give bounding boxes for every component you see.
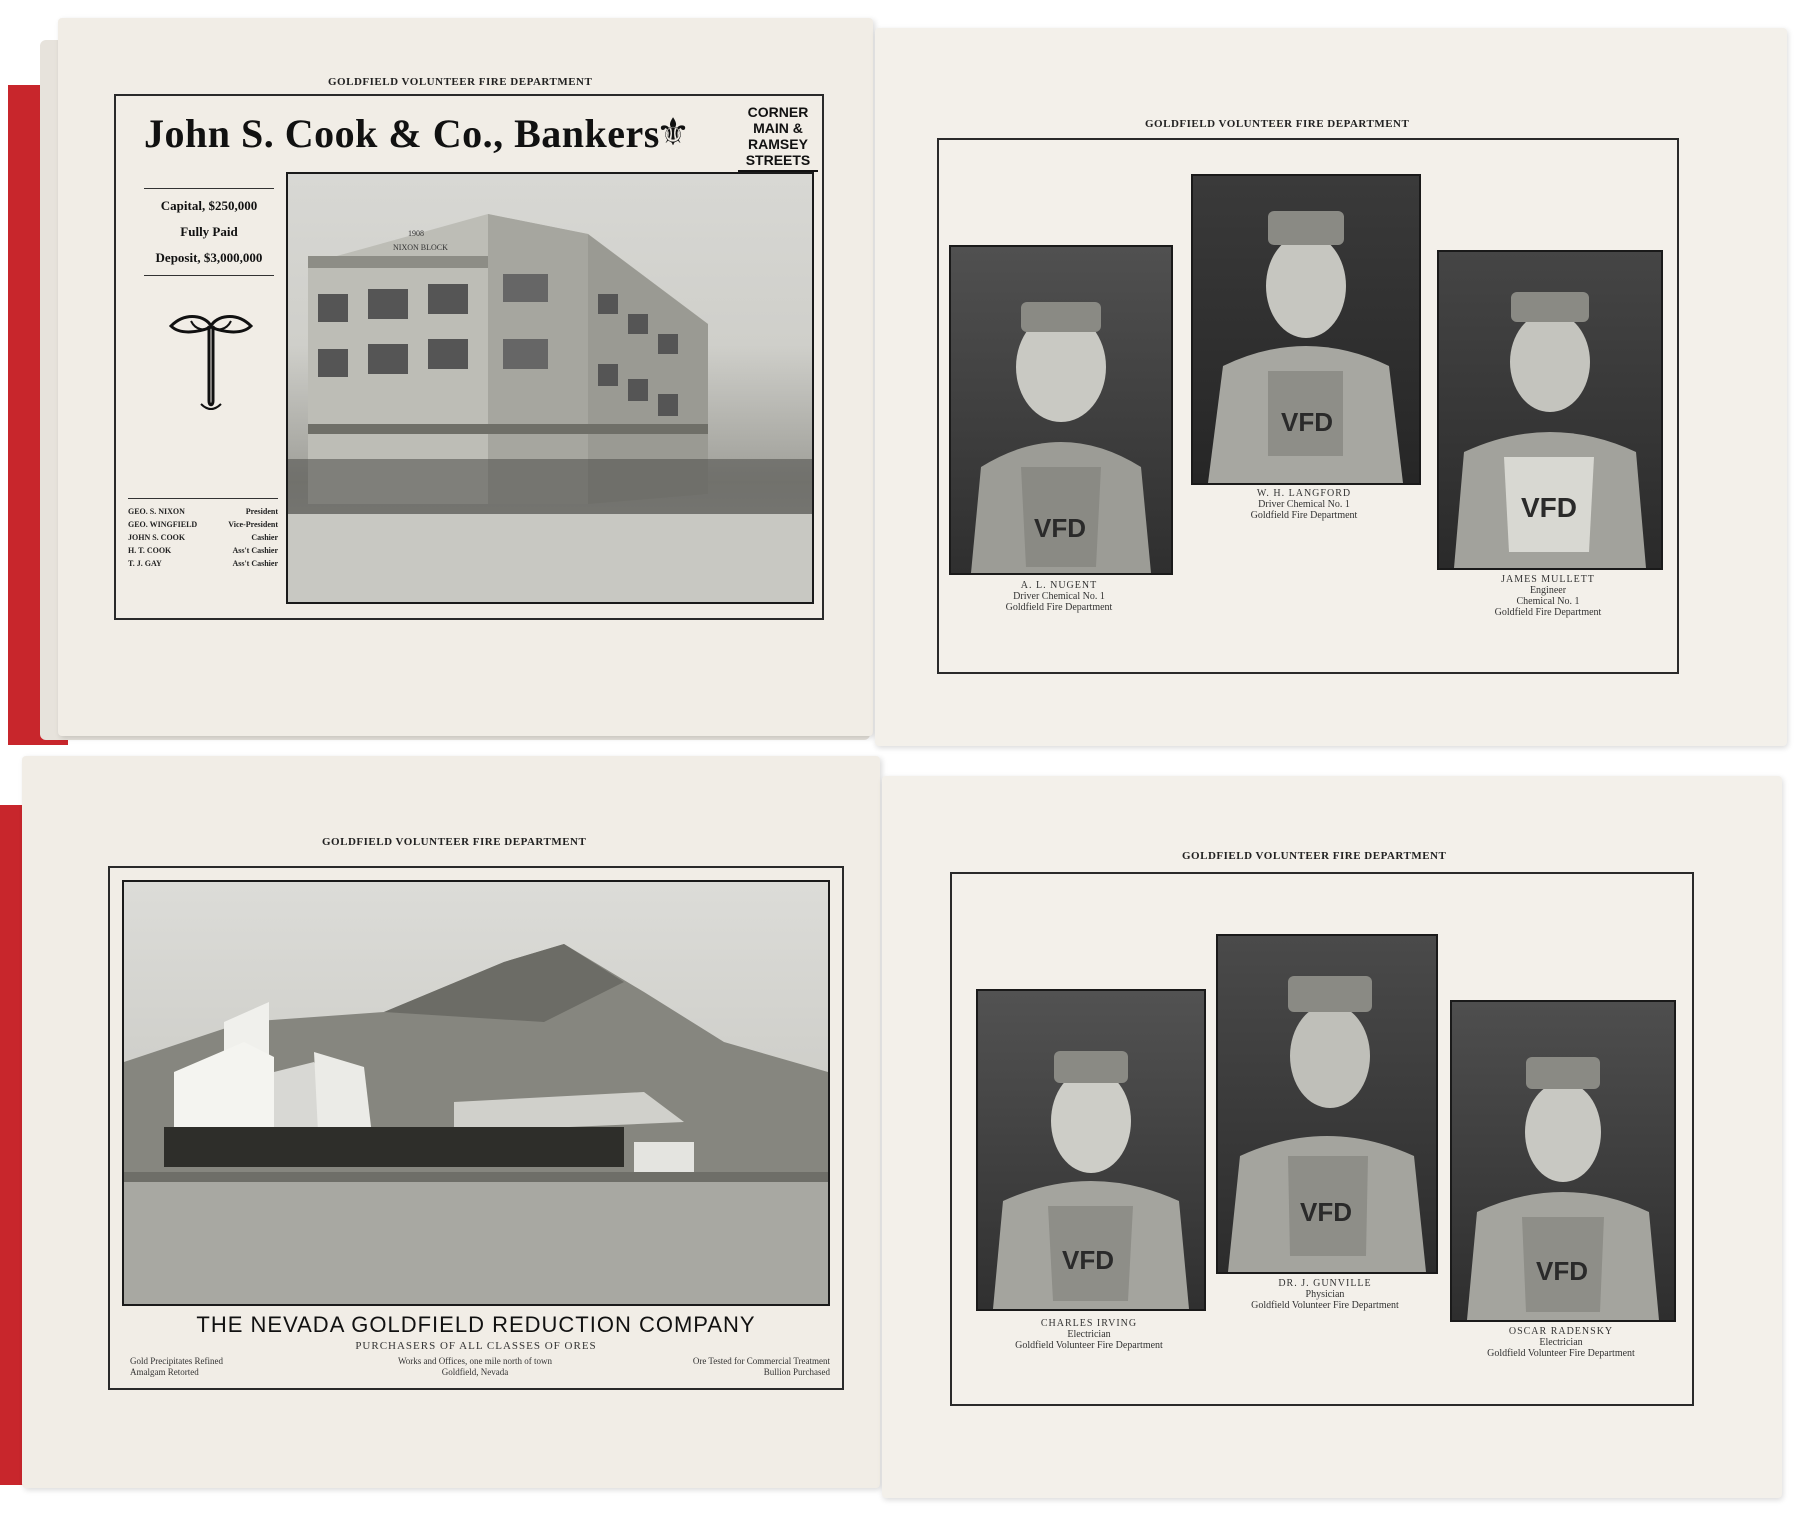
reduction-works-photo <box>122 880 830 1306</box>
officer-row: JOHN S. COOK Cashier <box>128 533 278 542</box>
portrait-photo <box>1191 174 1421 485</box>
capital-box <box>144 188 274 276</box>
portrait-caption <box>1450 1326 1672 1359</box>
note-line: Bullion Purchased <box>763 1367 830 1377</box>
portrait-photo <box>976 989 1206 1311</box>
note-line: Ore Tested for Commercial Treatment <box>692 1356 830 1366</box>
portrait-role: Electrician <box>1539 1337 1583 1348</box>
portrait-dept: Goldfield Volunteer Fire Department <box>1251 1300 1399 1311</box>
building-sign: NIXON BLOCK <box>393 243 448 252</box>
portrait-dept: Goldfield Volunteer Fire Department <box>1015 1340 1163 1351</box>
top-left-page <box>58 18 873 736</box>
bank-building-photo <box>286 172 814 604</box>
svg-text:VFD: VFD <box>1521 492 1577 523</box>
note-line: Gold Precipitates Refined <box>130 1356 223 1366</box>
portrait-role: Physician <box>1305 1289 1345 1300</box>
art-nouveau-ornament-icon <box>161 306 261 416</box>
badge-text: VFD <box>1034 513 1086 543</box>
portrait-name: A. L. NUGENT <box>1020 580 1098 591</box>
portraits-frame <box>950 872 1694 1406</box>
portrait-role: Driver Chemical No. 1 <box>1013 591 1105 602</box>
portraits-frame <box>937 138 1679 674</box>
ornament-icon: ⚜ <box>656 112 691 154</box>
portrait-unit: Chemical No. 1 <box>1516 596 1580 607</box>
portrait-photo <box>949 245 1173 575</box>
right-note <box>630 1356 830 1378</box>
portrait-photo <box>1437 250 1663 570</box>
portrait-name: JAMES MULLETT <box>1501 574 1595 585</box>
officer-row: H. T. COOK Ass't Cashier <box>128 546 278 555</box>
svg-text:VFD: VFD <box>1536 1256 1588 1286</box>
portrait-dept: Goldfield Fire Department <box>1250 510 1358 521</box>
note-line: Goldfield, Nevada <box>441 1367 509 1377</box>
portrait-dept: Goldfield Fire Department <box>1005 602 1113 613</box>
page-header: GOLDFIELD VOLUNTEER FIRE DEPARTMENT <box>322 836 587 848</box>
officers-list <box>128 498 278 570</box>
center-note <box>340 1356 610 1378</box>
portrait-caption <box>949 580 1169 613</box>
top-right-page <box>875 28 1787 746</box>
officer-row: GEO. WINGFIELD Vice-President <box>128 520 278 529</box>
portrait-dept: Goldfield Volunteer Fire Department <box>1487 1348 1635 1359</box>
portrait-role: Engineer <box>1529 585 1567 596</box>
note-line: Amalgam Retorted <box>130 1367 199 1377</box>
page-header: GOLDFIELD VOLUNTEER FIRE DEPARTMENT <box>328 76 593 88</box>
page-header: GOLDFIELD VOLUNTEER FIRE DEPARTMENT <box>1145 118 1410 130</box>
portrait-name: W. H. LANGFORD <box>1256 488 1352 499</box>
bank-ad-frame <box>114 94 824 620</box>
svg-text:VFD: VFD <box>1300 1197 1352 1227</box>
bottom-left-page <box>22 756 880 1488</box>
portrait-photo <box>1216 934 1438 1274</box>
company-name: THE NEVADA GOLDFIELD REDUCTION COMPANY <box>196 1312 756 1337</box>
portrait-dept: Goldfield Fire Department <box>1494 607 1602 618</box>
capital-text: Capital, $250,000 <box>160 198 258 213</box>
portrait-role: Electrician <box>1067 1329 1111 1340</box>
portrait-name: CHARLES IRVING <box>1040 1318 1138 1329</box>
portrait-caption <box>1191 488 1417 521</box>
company-tagline: PURCHASERS OF ALL CLASSES OF ORES <box>355 1340 597 1352</box>
officer-row: GEO. S. NIXON President <box>128 507 278 516</box>
deposit-text: Deposit, $3,000,000 <box>155 250 263 265</box>
left-note <box>130 1356 290 1378</box>
note-line: Works and Offices, one mile north of town <box>397 1356 553 1366</box>
building-year: 1908 <box>408 229 424 238</box>
portrait-caption <box>976 1318 1202 1351</box>
svg-text:VFD: VFD <box>1281 407 1333 437</box>
bottom-right-page <box>882 776 1782 1498</box>
portrait-name: DR. J. GUNVILLE <box>1278 1278 1372 1289</box>
reduction-ad-frame <box>108 866 844 1390</box>
bank-name: John S. Cook & Co., Bankers <box>144 111 660 156</box>
page-header: GOLDFIELD VOLUNTEER FIRE DEPARTMENT <box>1182 850 1447 862</box>
paid-text: Fully Paid <box>180 224 238 239</box>
portrait-photo <box>1450 1000 1676 1322</box>
address-line-1: CORNER MAIN & <box>747 104 809 136</box>
portrait-caption <box>1216 1278 1434 1311</box>
officer-row: T. J. GAY Ass't Cashier <box>128 559 278 568</box>
portrait-name: OSCAR RADENSKY <box>1508 1326 1614 1337</box>
portrait-role: Driver Chemical No. 1 <box>1258 499 1350 510</box>
address-box <box>738 104 818 172</box>
portrait-caption <box>1437 574 1659 618</box>
address-line-2: RAMSEY STREETS <box>745 136 811 168</box>
svg-text:VFD: VFD <box>1062 1245 1114 1275</box>
